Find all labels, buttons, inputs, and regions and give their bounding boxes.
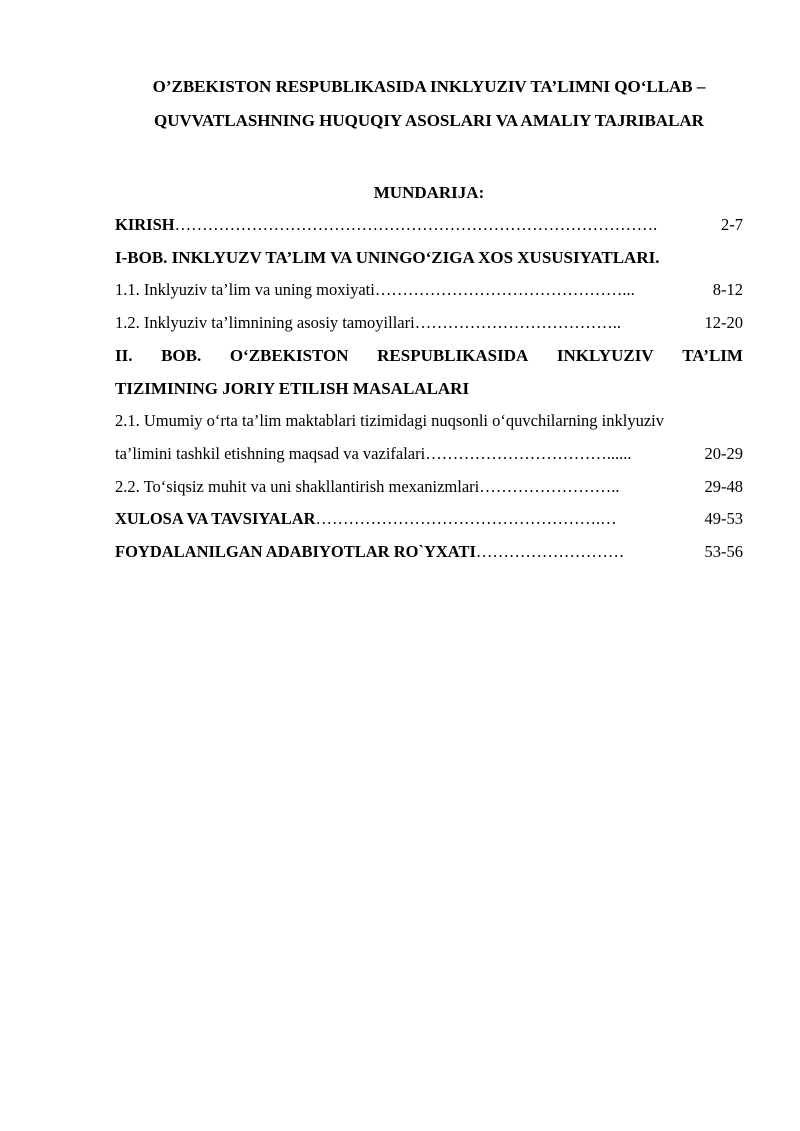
toc-entry-label: 2.2. To‘siqsiz muhit va uni shakllantirish mexanizmlari <box>115 476 480 496</box>
toc-page-range: 8-12 <box>712 280 743 300</box>
chapter-2-word: TA’LIM <box>682 345 743 365</box>
toc-entry-label: FOYDALANILGAN ADABIYOTLAR RO`YXATI <box>115 542 476 562</box>
document-title-line-1: O’ZBEKISTON RESPUBLIKASIDA INKLYUZIV TA’LIMNI QO‘LLAB – <box>152 77 706 96</box>
chapter-2-word: BOB. <box>161 345 202 365</box>
toc-leader-dots: ……………………………………………………………………………. <box>174 215 658 234</box>
table-of-contents <box>115 209 743 569</box>
section-2-1-line-1: 2.1. Umumiy o‘rta ta’lim maktablari tizimidagi nuqsonli o‘quvchilarning inklyuziv <box>115 411 664 431</box>
toc-entry-conclusion[interactable] <box>115 503 743 536</box>
chapter-2-title-line-2: TIZIMINING JORIY ETILISH MASALALARI <box>115 378 470 398</box>
toc-page-range: 12-20 <box>704 313 743 333</box>
toc-leader-dots: ……………………… <box>475 542 625 562</box>
toc-entry-section-2-2[interactable] <box>115 471 743 504</box>
section-2-1-line-2 <box>115 438 743 471</box>
toc-leader-dots: ……………………………...... <box>425 443 632 463</box>
toc-page-range: 20-29 <box>704 443 743 463</box>
toc-page-range: 53-56 <box>704 542 743 562</box>
toc-entry-section-2-1[interactable] <box>115 405 743 470</box>
toc-leader-dots: ……………………………….. <box>414 313 621 333</box>
toc-leader-dots: …………………………………………….… <box>315 509 617 529</box>
document-title-line-2: QUVVATLASHNING HUQUQIY ASOSLARI VA AMALIY TAJRIBALAR <box>154 111 704 130</box>
toc-entry-section-1-2[interactable] <box>115 307 743 340</box>
chapter-2-word: RESPUBLIKASIDA <box>377 345 529 365</box>
toc-entry-chapter-2[interactable] <box>115 340 743 405</box>
toc-page-range: 49-53 <box>704 509 743 529</box>
toc-page-range: 29-48 <box>704 476 743 496</box>
toc-entry-section-1-1[interactable] <box>115 274 743 307</box>
toc-entry-label: XULOSA VA TAVSIYALAR <box>115 509 316 529</box>
toc-entry-label: 1.1. Inklyuziv ta’lim va uning moxiyati <box>115 280 375 300</box>
toc-leader-dots: …………………….. <box>479 476 620 496</box>
chapter-2-word: II. <box>115 345 133 365</box>
toc-entry-label: KIRISH <box>115 215 175 234</box>
chapter-2-word: INKLYUZIV <box>556 345 654 365</box>
chapter-2-word: O‘ZBEKISTON <box>229 345 349 365</box>
chapter-2-title-line-1 <box>115 340 743 373</box>
document-page <box>115 70 743 569</box>
toc-entry-references[interactable] <box>115 536 743 569</box>
toc-entry-intro[interactable] <box>115 209 743 242</box>
toc-page-range: 2-7 <box>721 215 743 234</box>
toc-entry-label: 1.2. Inklyuziv ta’limnining asosiy tamoyillari <box>115 313 415 333</box>
toc-entry-chapter-1[interactable]: I-BOB. INKLYUZV TA’LIM VA UNINGO‘ZIGA XOS XUSUSIYATLARI. <box>115 247 660 267</box>
contents-heading: MUNDARIJA: <box>373 183 485 202</box>
toc-entry-label: ta’limini tashkil etishning maqsad va vazifalari <box>115 443 426 463</box>
toc-leader-dots: ………………………………………... <box>374 280 635 300</box>
